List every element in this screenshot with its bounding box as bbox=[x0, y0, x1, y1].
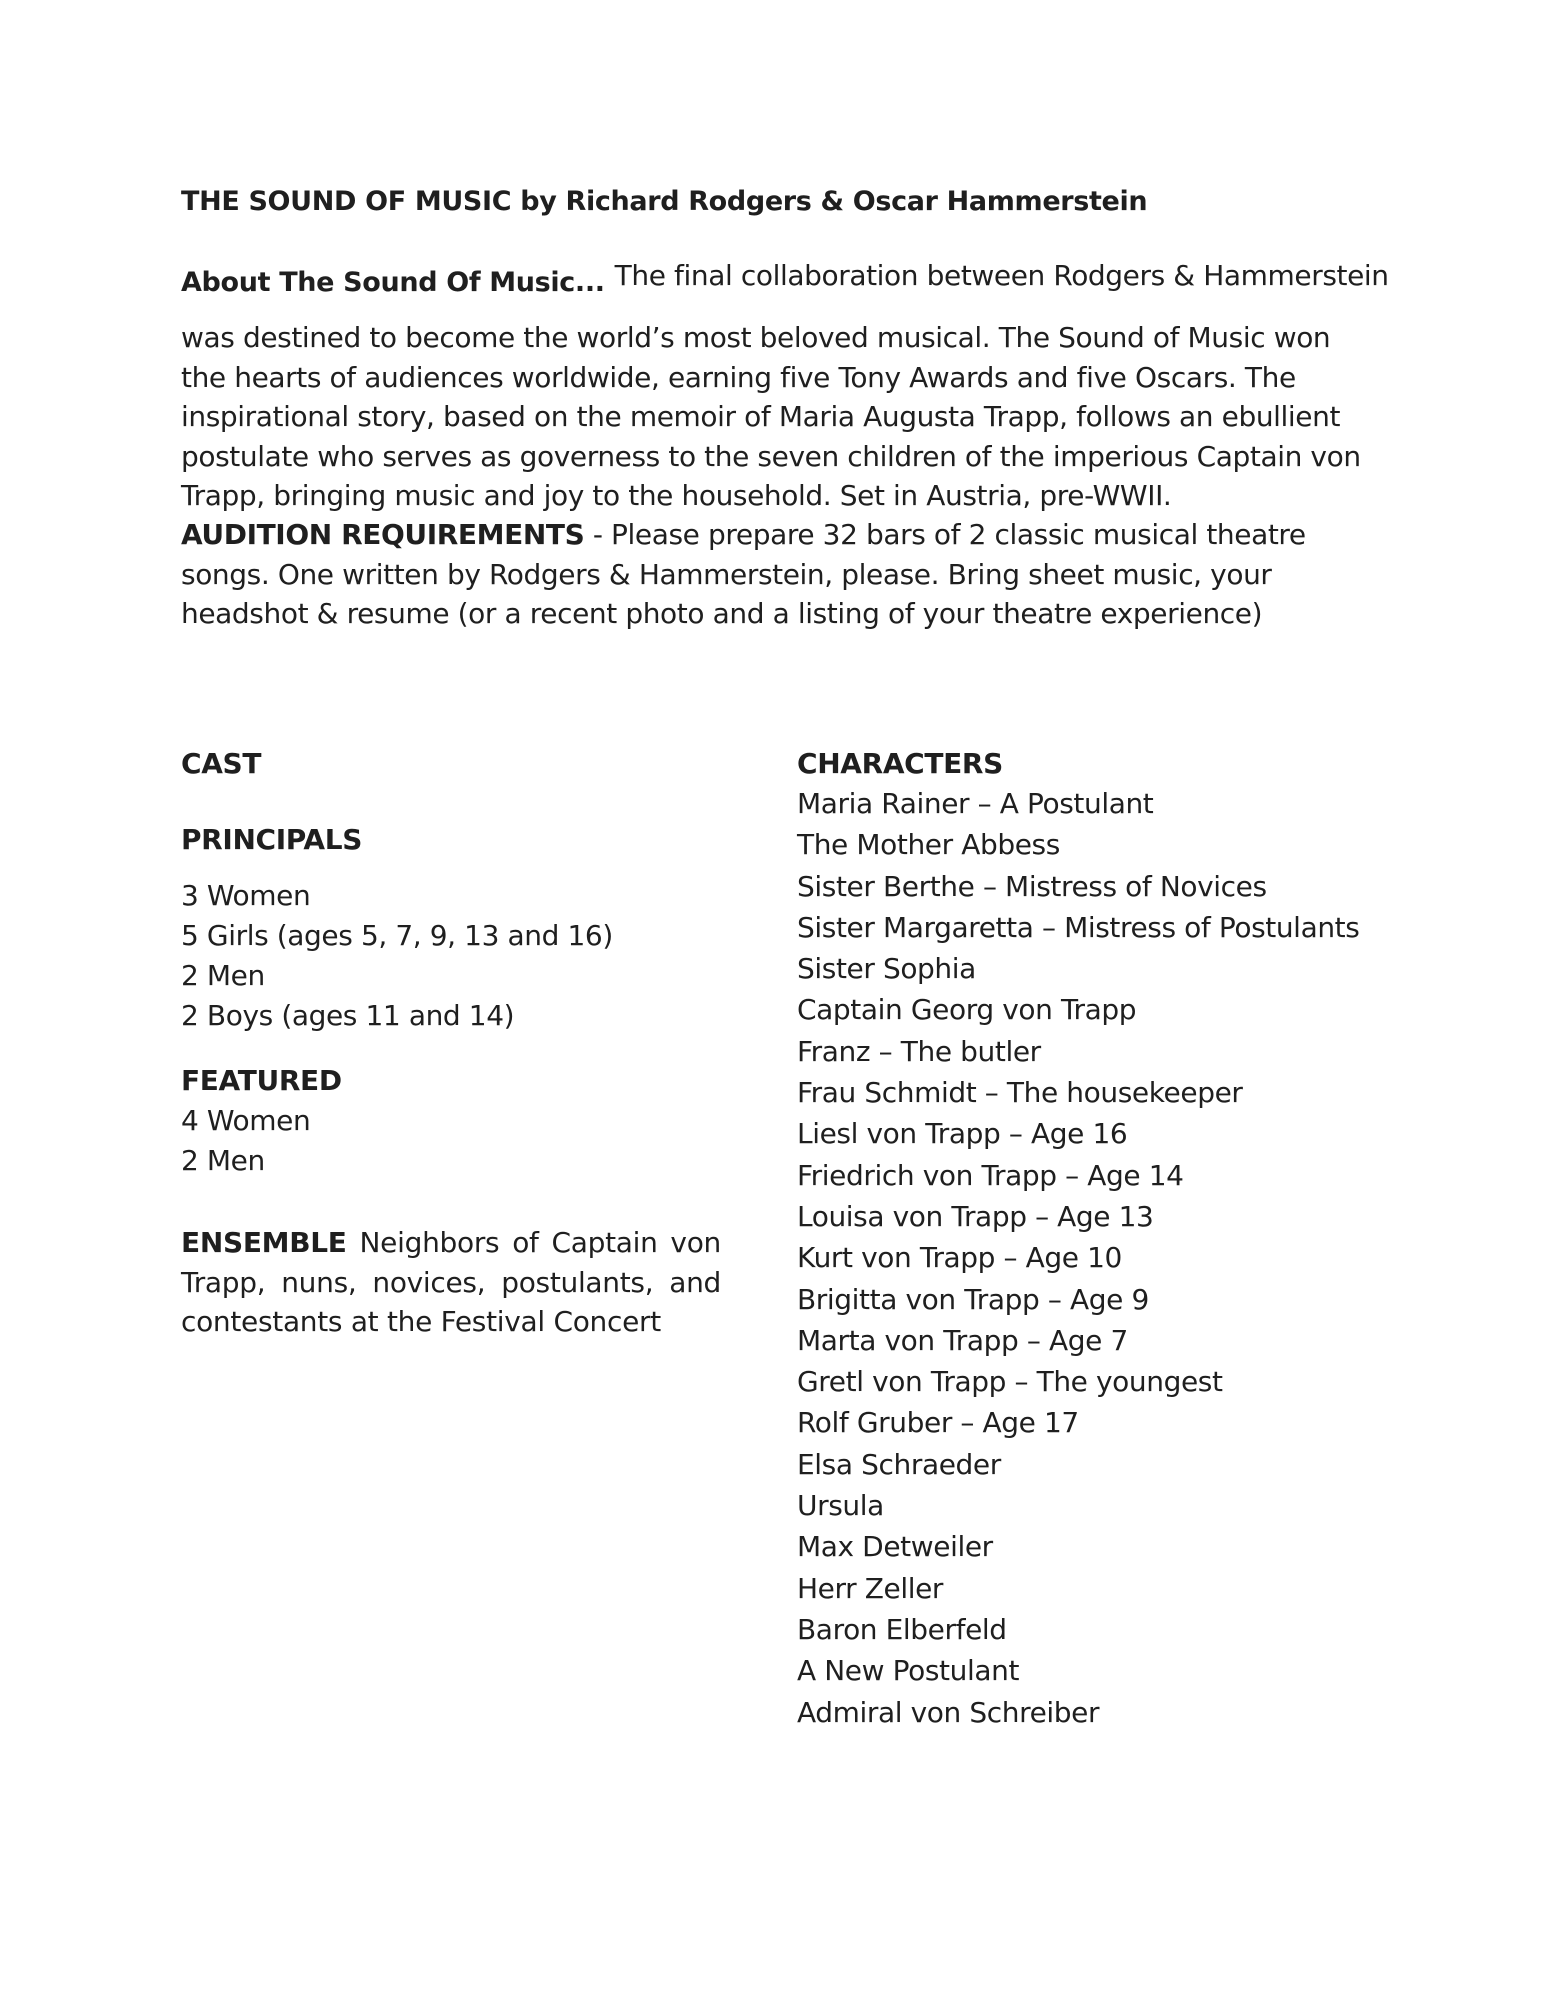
list-item: 2 Boys (ages 11 and 14) bbox=[181, 999, 515, 1032]
list-item: 3 Women bbox=[181, 879, 311, 912]
list-item: Captain Georg von Trapp bbox=[797, 993, 1137, 1027]
list-item: 5 Girls (ages 5, 7, 9, 13 and 16) bbox=[181, 919, 613, 952]
ensemble-paragraph bbox=[181, 1223, 721, 1342]
list-item: Gretl von Trapp – The youngest bbox=[797, 1365, 1223, 1399]
list-item: Louisa von Trapp – Age 13 bbox=[797, 1199, 1154, 1233]
list-item: Sister Margaretta – Mistress of Postulants bbox=[797, 910, 1360, 944]
list-item: Kurt von Trapp – Age 10 bbox=[797, 1241, 1122, 1275]
principals-list bbox=[181, 876, 613, 1036]
list-item: Max Detweiler bbox=[797, 1530, 993, 1564]
list-item: Friedrich von Trapp – Age 14 bbox=[797, 1158, 1184, 1192]
page-title: THE SOUND OF MUSIC by Richard Rodgers & Oscar Hammerstein bbox=[181, 186, 1148, 217]
list-item: Franz – The butler bbox=[797, 1034, 1041, 1068]
ensemble-text: Neighbors of Captain von Trapp, nuns, novices, postulants, and contestants at the Festival Concert bbox=[181, 1226, 721, 1338]
audition-label: AUDITION REQUIREMENTS bbox=[181, 518, 585, 551]
list-item: Marta von Trapp – Age 7 bbox=[797, 1323, 1128, 1357]
list-item: Liesl von Trapp – Age 16 bbox=[797, 1117, 1128, 1151]
list-item: 2 Men bbox=[181, 959, 265, 992]
list-item: Frau Schmidt – The housekeeper bbox=[797, 1076, 1243, 1110]
featured-list bbox=[181, 1101, 310, 1181]
featured-heading: FEATURED bbox=[181, 1064, 342, 1097]
about-text-line: postulate who serves as governess to the seven children of the imperious Captain von bbox=[181, 439, 1361, 473]
characters-list bbox=[797, 783, 1417, 1733]
list-item: Admiral von Schreiber bbox=[797, 1695, 1100, 1729]
list-item: Brigitta von Trapp – Age 9 bbox=[797, 1282, 1149, 1316]
characters-section bbox=[797, 744, 1417, 1733]
about-text-line: inspirational story, based on the memoir of Maria Augusta Trapp, follows an ebullient bbox=[181, 400, 1341, 433]
about-label: About The Sound Of Music... bbox=[181, 267, 605, 298]
list-item: The Mother Abbess bbox=[797, 828, 1060, 862]
audition-text: - Please prepare 32 bars of 2 classic musical theatre bbox=[584, 518, 1306, 551]
list-item: Elsa Schraeder bbox=[797, 1447, 1001, 1481]
about-text-line: the hearts of audiences worldwide, earning five Tony Awards and five Oscars. The bbox=[181, 360, 1296, 394]
list-item: 2 Men bbox=[181, 1144, 265, 1177]
list-item: Rolf Gruber – Age 17 bbox=[797, 1406, 1079, 1440]
about-paragraph bbox=[181, 318, 1361, 516]
ensemble-heading: ENSEMBLE bbox=[181, 1226, 347, 1259]
list-item: Maria Rainer – A Postulant bbox=[797, 787, 1154, 820]
audition-text-line bbox=[181, 515, 1361, 555]
cast-heading: CAST bbox=[181, 747, 262, 780]
principals-heading: PRINCIPALS bbox=[181, 823, 363, 856]
audition-requirements bbox=[181, 515, 1361, 634]
cast-section bbox=[181, 744, 721, 1338]
list-item: Sister Berthe – Mistress of Novices bbox=[797, 869, 1267, 903]
about-text-line: was destined to become the world’s most beloved musical. The Sound of Music won bbox=[181, 321, 1331, 354]
list-item: Herr Zeller bbox=[797, 1571, 944, 1605]
list-item: 4 Women bbox=[181, 1104, 311, 1137]
about-text-line: Trapp, bringing music and joy to the household. Set in Austria, pre-WWII. bbox=[181, 479, 1172, 512]
audition-text-line: headshot & resume (or a recent photo and a listing of your theatre experience) bbox=[181, 597, 1263, 630]
list-item: A New Postulant bbox=[797, 1654, 1020, 1688]
audition-text-line: songs. One written by Rodgers & Hammerstein, please. Bring sheet music, your bbox=[181, 557, 1272, 591]
list-item: Ursula bbox=[797, 1489, 884, 1523]
list-item: Sister Sophia bbox=[797, 952, 976, 986]
characters-heading: CHARACTERS bbox=[797, 747, 1003, 780]
about-text-line: The final collaboration between Rodgers & Hammerstein bbox=[614, 259, 1389, 292]
about-first-line bbox=[181, 258, 1389, 298]
list-item: Baron Elberfeld bbox=[797, 1612, 1007, 1646]
